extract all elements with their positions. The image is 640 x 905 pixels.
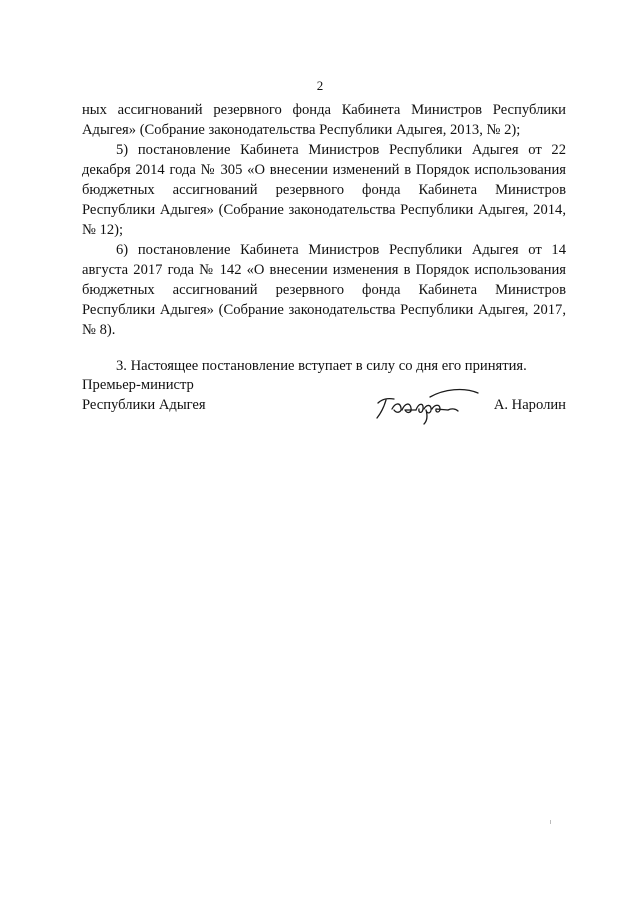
signatory-name: А. Наролин [493, 397, 566, 413]
paragraph-clause-3: 3. Настоящее постановление вступает в силу со дня его принятия. [116, 358, 527, 374]
paragraph-item-6: 6) постановление Кабинета Министров Республики Адыгея от 14 августа 2017 года № 142 «О внесении изменения в Порядок использования бюджетных ассигнований резервного фонда Кабинета Министров Республики Адыгея» (Собрание законодательства Республики Адыгея, 2017, № 8). [82, 242, 566, 338]
paragraph-continuation: ных ассигнований резервного фонда Кабинета Министров Республики Адыгея» (Собрание законодательства Республики Адыгея, 2013, № 2); [82, 102, 566, 138]
handwritten-signature [372, 379, 482, 425]
document-body [82, 100, 566, 376]
scan-artifact [550, 820, 551, 824]
signatory-title-line-1: Премьер-министр [82, 377, 194, 393]
page-number: 2 [316, 78, 324, 93]
signatory-title [82, 375, 206, 415]
signatory-title-line-2: Республики Адыгея [82, 397, 206, 413]
paragraph-item-5: 5) постановление Кабинета Министров Республики Адыгея от 22 декабря 2014 года № 305 «О внесении изменений в Порядок использования бюджетных ассигнований резервного фонда Кабинета Министров Республики Адыгея» (Собрание законодательства Республики Адыгея, 2014, № 12); [82, 142, 566, 238]
signature-block [82, 375, 566, 425]
